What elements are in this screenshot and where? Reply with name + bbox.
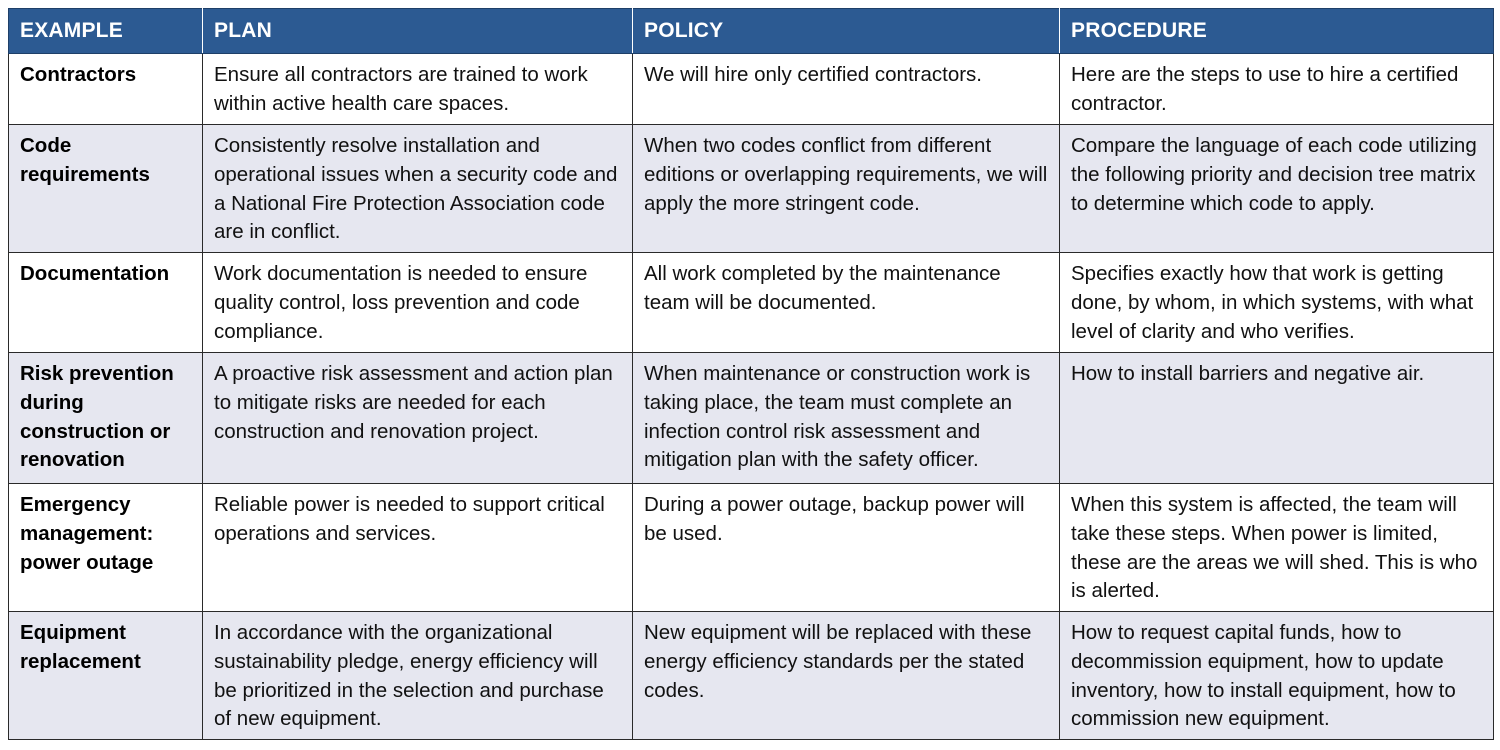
table-row — [9, 125, 1494, 253]
cell-example: Documentation — [9, 253, 203, 353]
cell-plan: Ensure all contractors are trained to work within active health care spaces. — [203, 54, 633, 125]
table-body — [9, 54, 1494, 740]
table-row — [9, 612, 1494, 740]
header-policy: POLICY — [633, 9, 1060, 54]
header-example: EXAMPLE — [9, 9, 203, 54]
table-row — [9, 484, 1494, 612]
cell-policy: When two codes conflict from different editions or overlapping requirements, we will apply the more stringent code. — [633, 125, 1060, 253]
cell-plan: Consistently resolve installation and operational issues when a security code and a National Fire Protection Association code are in conflict. — [203, 125, 633, 253]
table-row — [9, 253, 1494, 353]
cell-example: Emergency management: power outage — [9, 484, 203, 612]
header-procedure: PROCEDURE — [1060, 9, 1494, 54]
cell-policy: During a power outage, backup power will be used. — [633, 484, 1060, 612]
cell-procedure: How to install barriers and negative air. — [1060, 353, 1494, 484]
cell-policy: We will hire only certified contractors. — [633, 54, 1060, 125]
cell-plan: In accordance with the organizational sustainability pledge, energy efficiency will be prioritized in the selection and purchase of new equipment. — [203, 612, 633, 740]
cell-example: Equipment replacement — [9, 612, 203, 740]
comparison-table — [8, 8, 1494, 740]
comparison-table-container — [8, 8, 1494, 740]
table-row — [9, 353, 1494, 484]
cell-procedure: When this system is affected, the team will take these steps. When power is limited, these are the areas we will shed. This is who is alerted. — [1060, 484, 1494, 612]
cell-procedure: Compare the language of each code utilizing the following priority and decision tree matrix to determine which code to apply. — [1060, 125, 1494, 253]
cell-policy: When maintenance or construction work is taking place, the team must complete an infection control risk assessment and mitigation plan with the safety officer. — [633, 353, 1060, 484]
cell-procedure: Specifies exactly how that work is getting done, by whom, in which systems, with what level of clarity and who verifies. — [1060, 253, 1494, 353]
cell-policy: All work completed by the maintenance team will be documented. — [633, 253, 1060, 353]
cell-example: Code requirements — [9, 125, 203, 253]
cell-example: Risk prevention during construction or renovation — [9, 353, 203, 484]
header-plan: PLAN — [203, 9, 633, 54]
header-row — [9, 9, 1494, 54]
table-row — [9, 54, 1494, 125]
cell-procedure: How to request capital funds, how to decommission equipment, how to update inventory, how to install equipment, how to commission new equipment. — [1060, 612, 1494, 740]
cell-procedure: Here are the steps to use to hire a certified contractor. — [1060, 54, 1494, 125]
table-header — [9, 9, 1494, 54]
cell-example: Contractors — [9, 54, 203, 125]
cell-policy: New equipment will be replaced with these energy efficiency standards per the stated codes. — [633, 612, 1060, 740]
cell-plan: A proactive risk assessment and action plan to mitigate risks are needed for each construction and renovation project. — [203, 353, 633, 484]
cell-plan: Reliable power is needed to support critical operations and services. — [203, 484, 633, 612]
cell-plan: Work documentation is needed to ensure quality control, loss prevention and code compliance. — [203, 253, 633, 353]
